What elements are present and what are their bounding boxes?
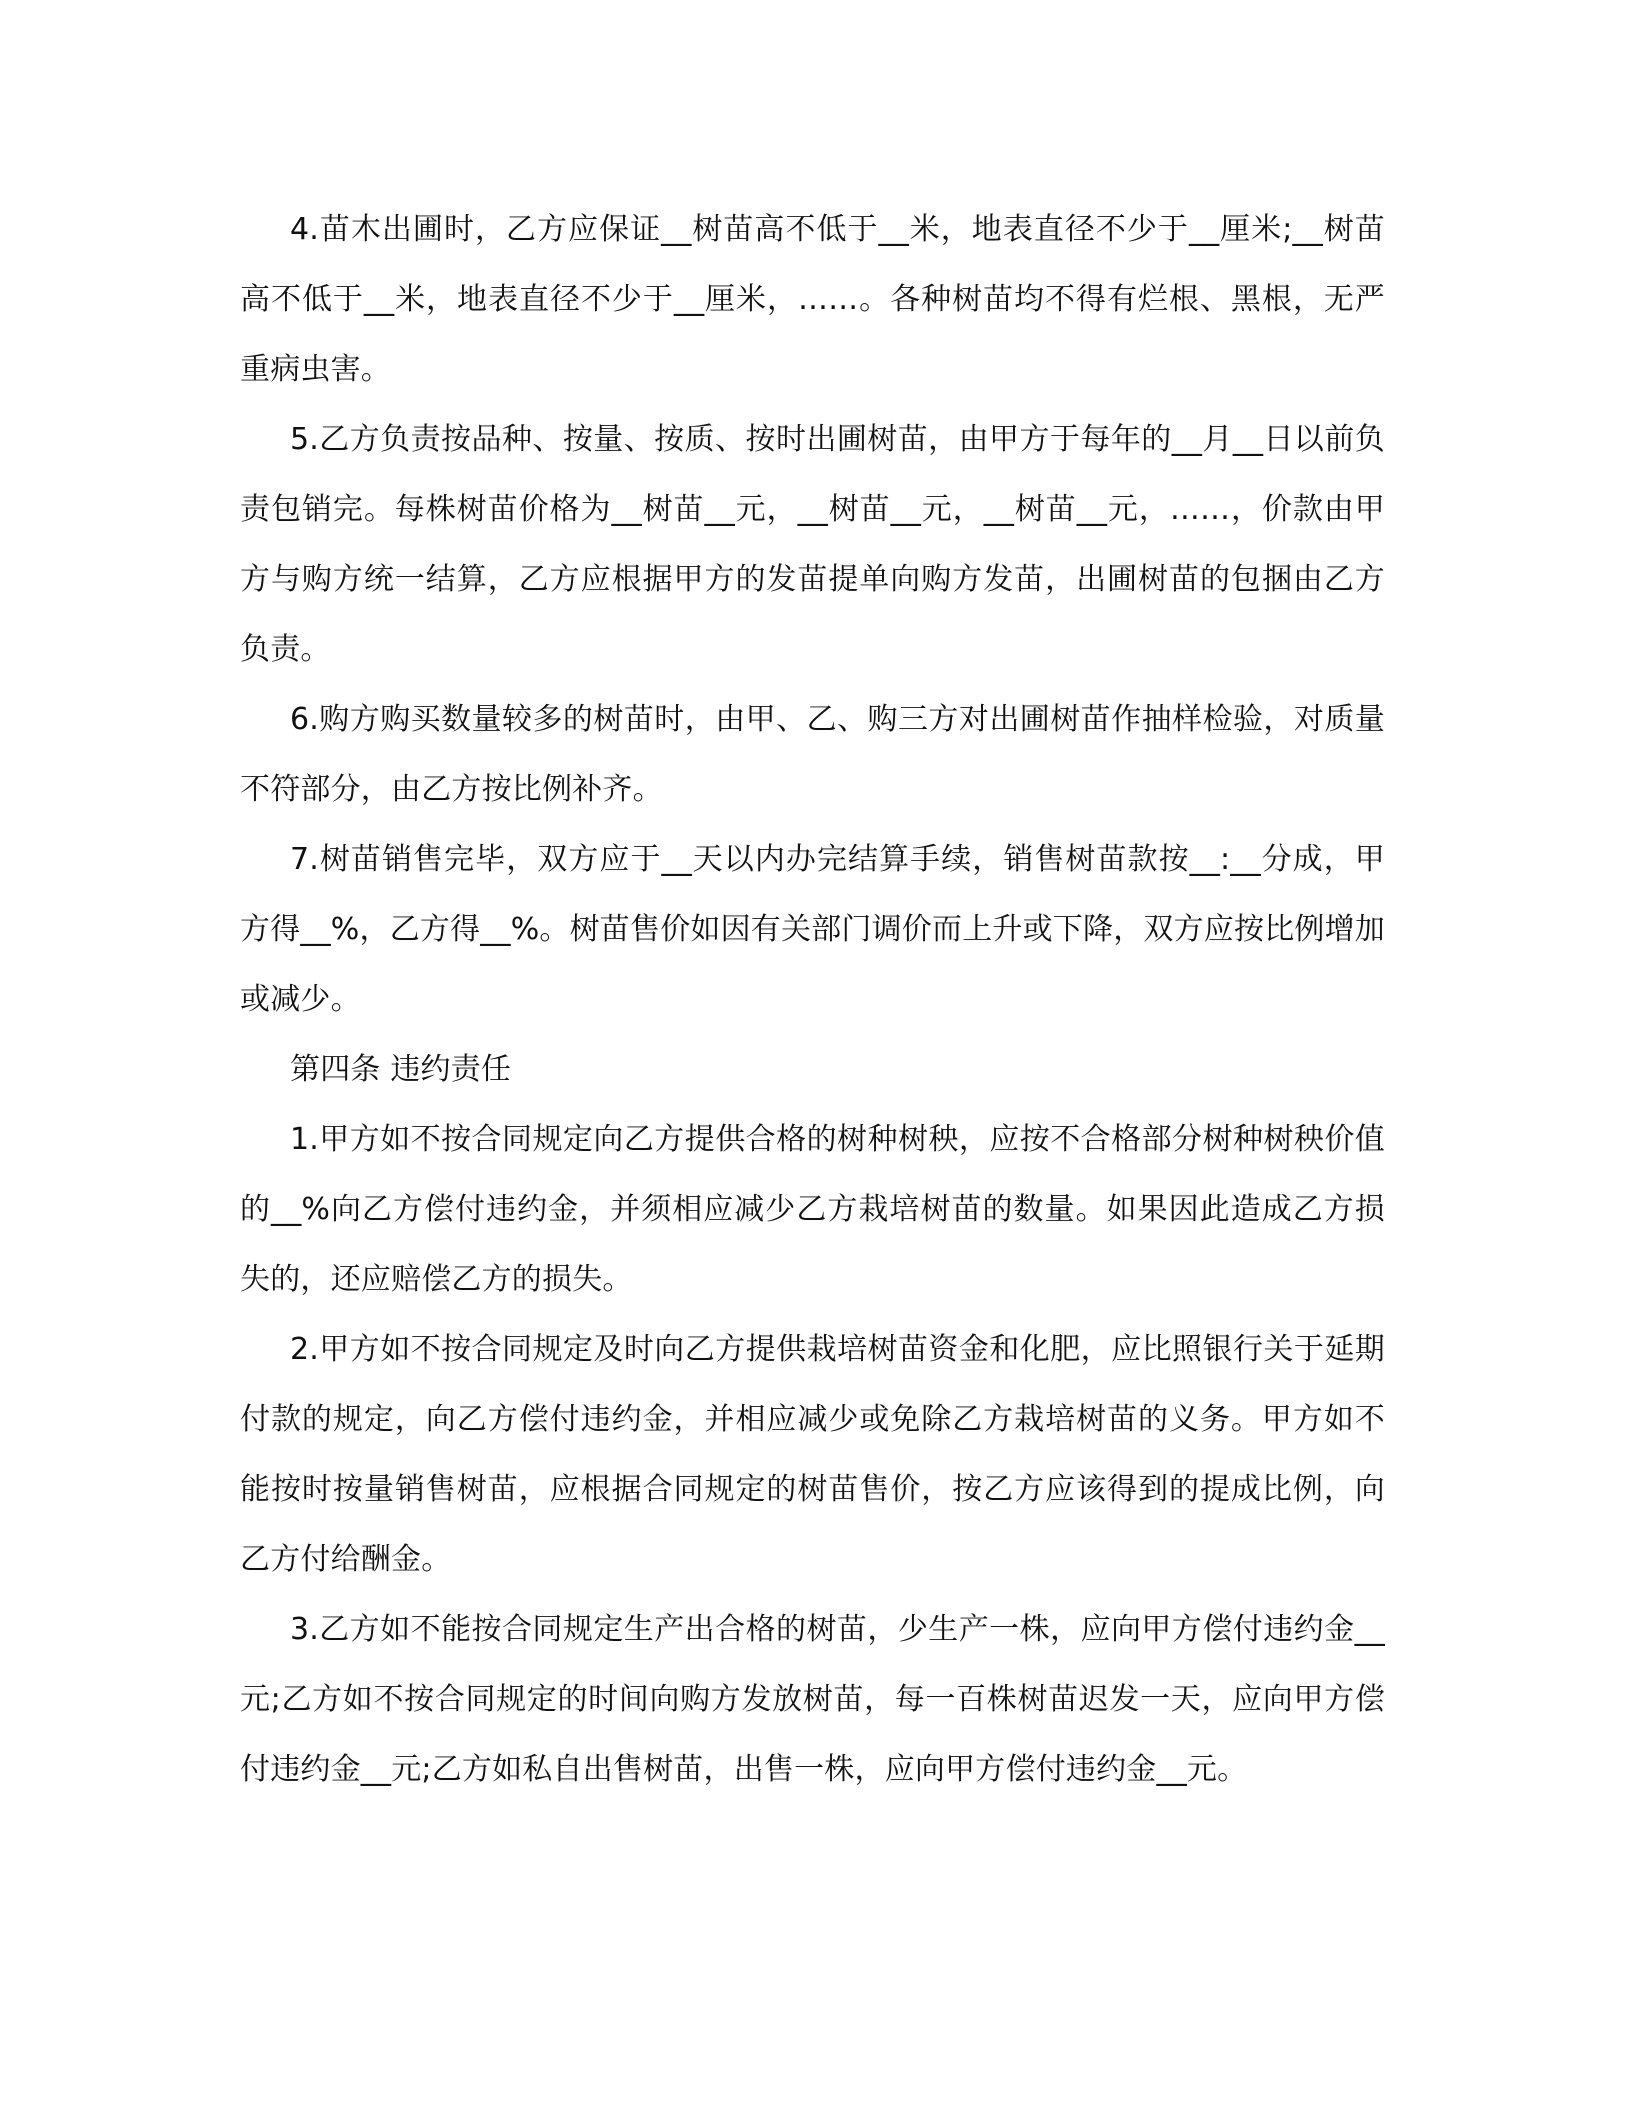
clause-7-settlement: 7.树苗销售完毕，双方应于__天以内办完结算手续，销售树苗款按__:__分成，甲方得__%，乙方得__%。树苗售价如因有关部门调价而上升或下降，双方应按比例增加或减少。 (240, 842, 1386, 1017)
section-heading-breach-liability: 第四条 违约责任 (290, 1052, 512, 1087)
breach-clause-2: 2.甲方如不按合同规定及时向乙方提供栽培树苗资金和化肥，应比照银行关于延期付款的规定，向乙方偿付违约金，并相应减少或免除乙方栽培树苗的义务。甲方如不能按时按量销售树苗，应根据合同规定的树苗售价，按乙方应该得到的提成比例，向乙方付给酬金。 (240, 1332, 1385, 1577)
clause-4-seedling-standards: 4.苗木出圃时，乙方应保证__树苗高不低于__米，地表直径不少于__厘米;__树苗高不低于__米，地表直径不少于__厘米，……。各种树苗均不得有烂根、黑根，无严重病虫害。 (240, 212, 1385, 387)
breach-clause-1: 1.甲方如不按合同规定向乙方提供合格的树种树秧，应按不合格部分树种树秧价值的__%向乙方偿付违约金，并须相应减少乙方栽培树苗的数量。如果因此造成乙方损失的，还应赔偿乙方的损失。 (240, 1122, 1385, 1297)
clause-5-sales-and-pricing: 5.乙方负责按品种、按量、按质、按时出圃树苗，由甲方于每年的__月__日以前负责包销完。每株树苗价格为__树苗__元，__树苗__元，__树苗__元，……，价款由甲方与购方统一结算，乙方应根据甲方的发苗提单向购方发苗，出圃树苗的包捆由乙方负责。 (240, 422, 1385, 667)
clause-6-sampling-inspection: 6.购方购买数量较多的树苗时，由甲、乙、购三方对出圃树苗作抽样检验，对质量不符部分，由乙方按比例补齐。 (240, 702, 1385, 807)
breach-clause-3: 3.乙方如不能按合同规定生产出合格的树苗，少生产一株，应向甲方偿付违约金__元;乙方如不按合同规定的时间向购方发放树苗，每一百株树苗迟发一天，应向甲方偿付违约金__元;乙方如私自出售树苗，出售一株，应向甲方偿付违约金__元。 (240, 1612, 1385, 1787)
document-body (240, 195, 1385, 1805)
